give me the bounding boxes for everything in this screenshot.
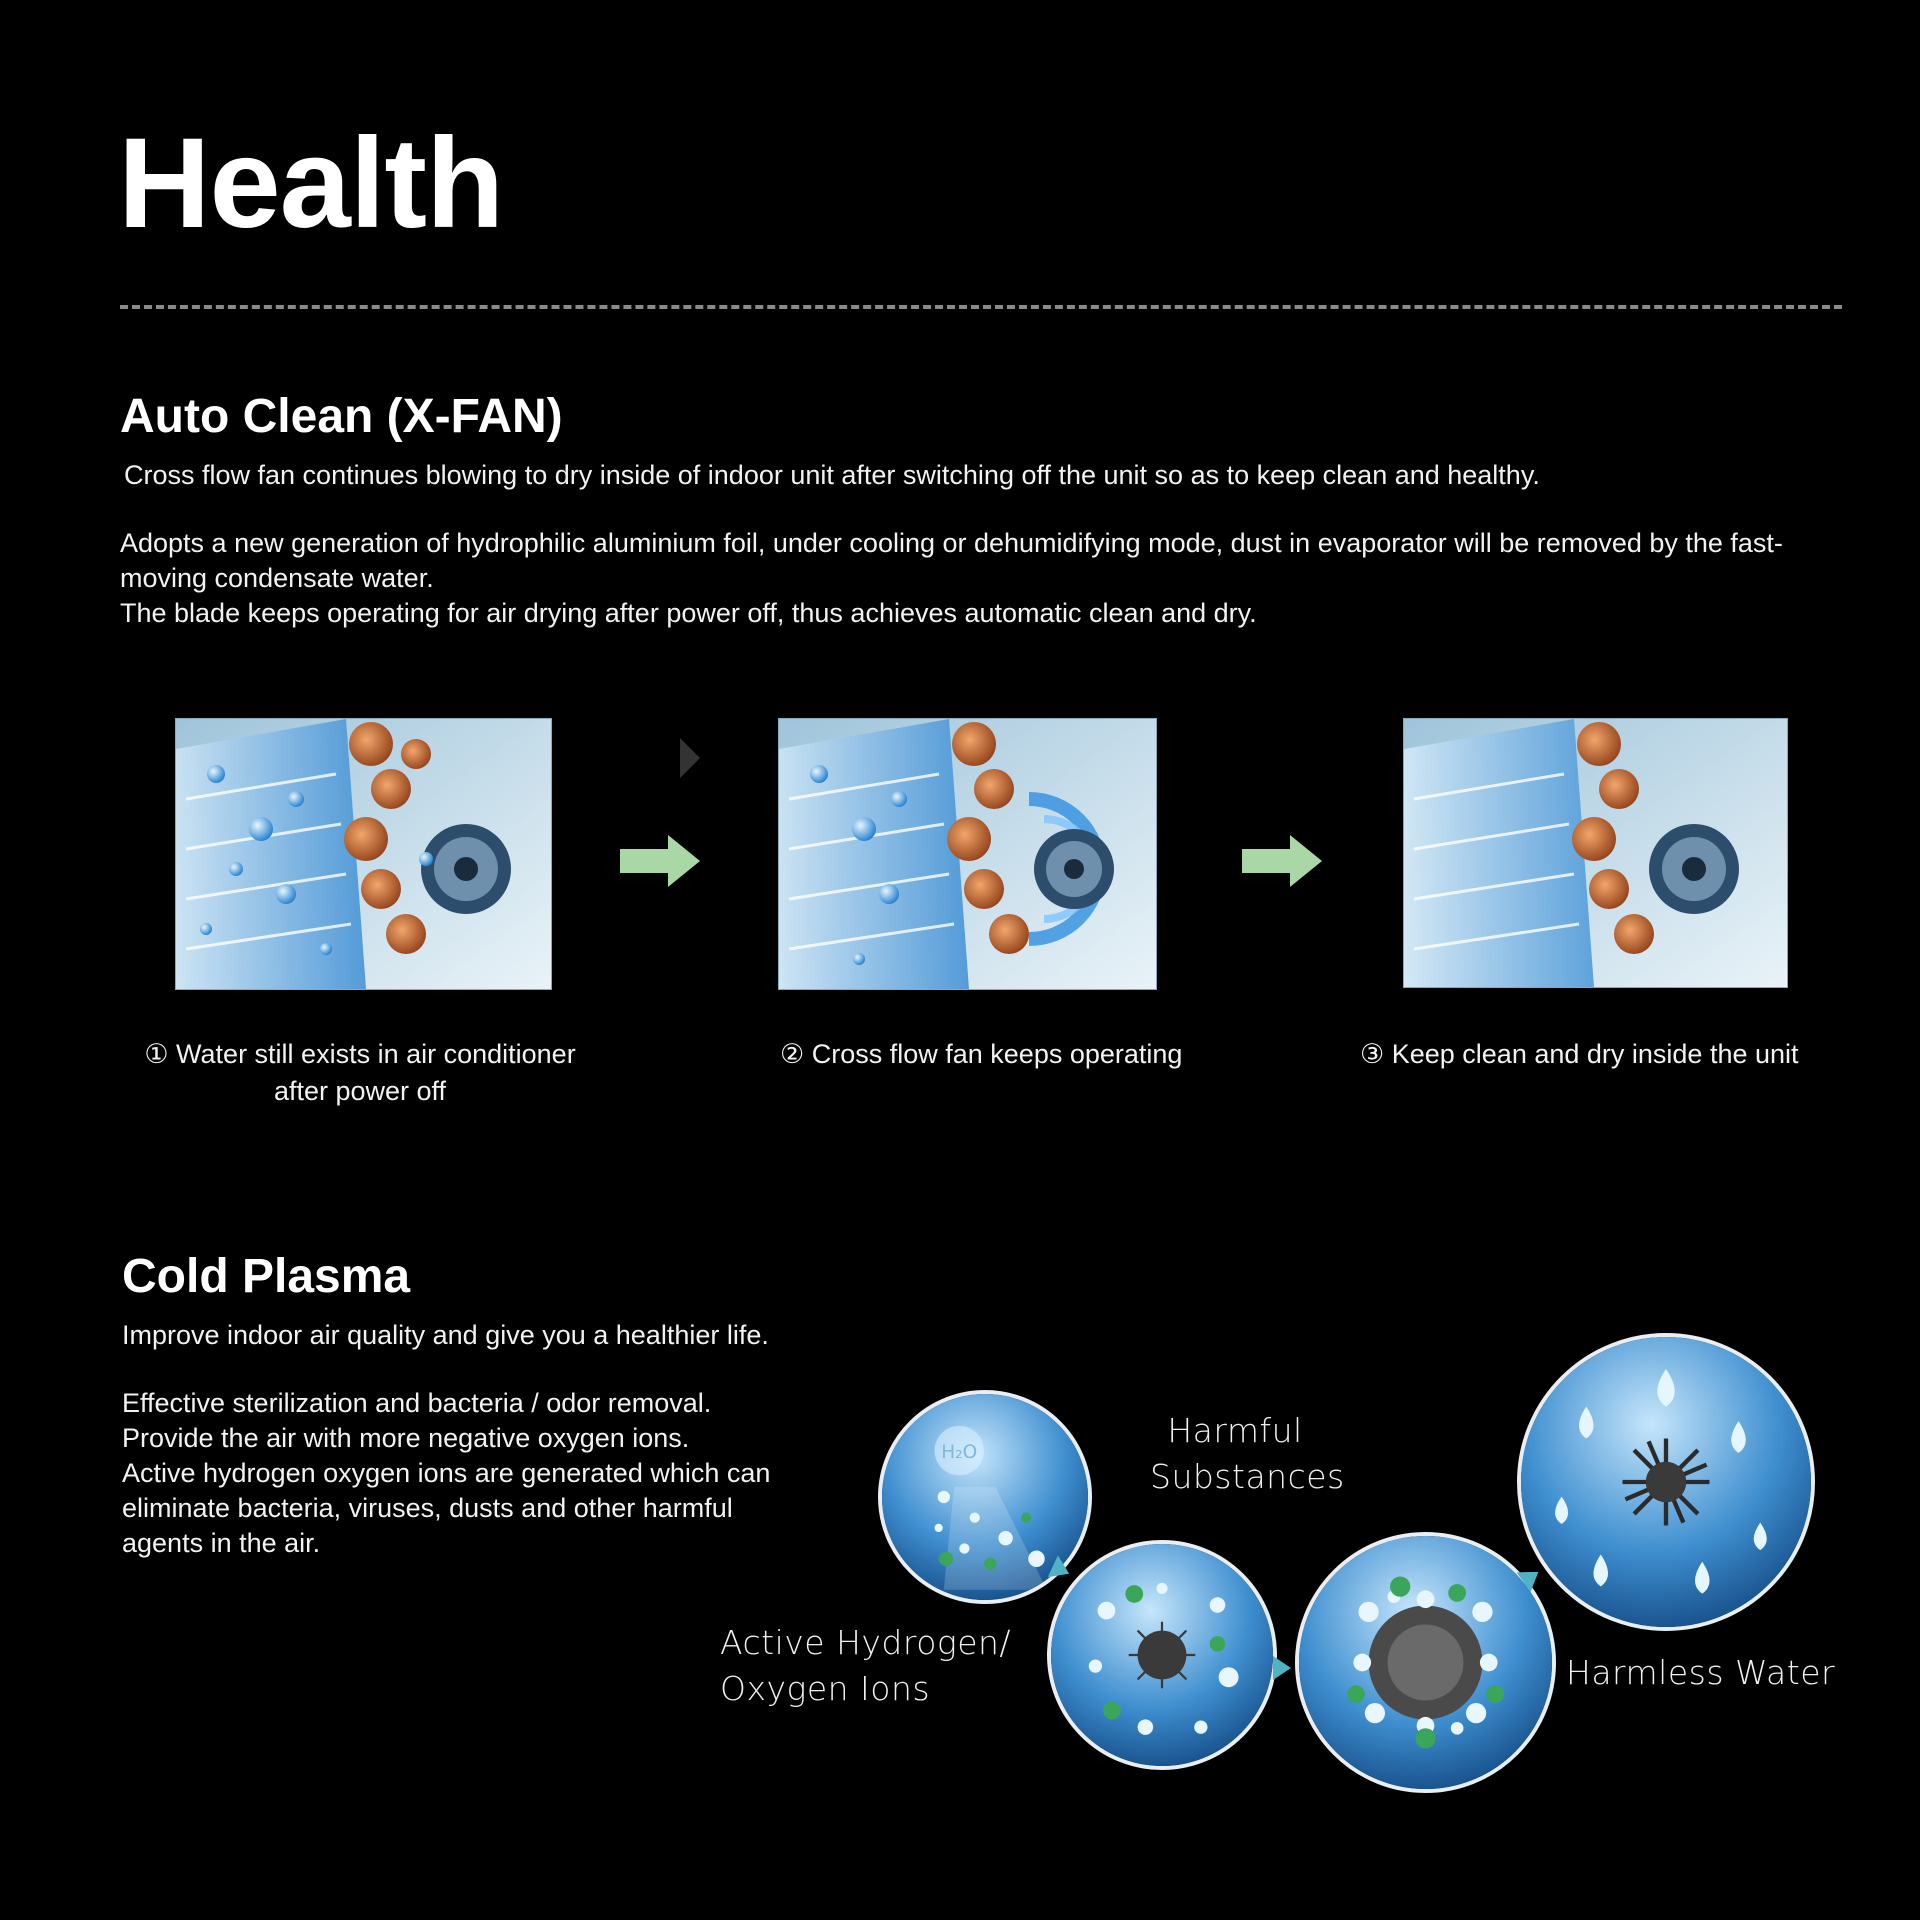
- illustration-clean-dry-unit: [1403, 718, 1788, 988]
- auto-clean-body-line1: Adopts a new generation of hydrophilic aluminium foil, under cooling or dehumidifying mode, dust in evaporator will be removed by the fast-moving condensate water.: [120, 528, 1783, 593]
- flow-arrow-icon: [1273, 1656, 1291, 1680]
- cold-plasma-body-line: agents in the air.: [122, 1528, 321, 1558]
- illustration-water-in-unit: [175, 718, 552, 990]
- section-title-cold-plasma: Cold Plasma: [122, 1250, 411, 1303]
- bubble-ions-approach: [1047, 1540, 1277, 1770]
- auto-clean-body: [120, 526, 1860, 631]
- bubble-harmless-water: [1517, 1333, 1815, 1631]
- cold-plasma-intro: Improve indoor air quality and give you a healthier life.: [122, 1320, 769, 1350]
- h2o-label: H₂O: [941, 1441, 978, 1463]
- cold-plasma-body: [122, 1386, 842, 1561]
- cold-plasma-body-line: Effective sterilization and bacteria / odor removal.: [122, 1388, 712, 1418]
- step-number: ③: [1360, 1039, 1385, 1070]
- label-line: Substances: [1150, 1457, 1345, 1496]
- auto-clean-intro: Cross flow fan continues blowing to dry inside of indoor unit after switching off the unit so as to keep clean and healthy.: [124, 460, 1540, 490]
- label-active-ions: [720, 1620, 1011, 1712]
- step-caption-1: [120, 1036, 600, 1109]
- section-title-auto-clean: Auto Clean (X-FAN): [120, 390, 563, 443]
- play-marker-icon: [680, 738, 700, 778]
- step-caption-2: [780, 1036, 1182, 1073]
- dashed-divider: [120, 305, 1842, 309]
- step-number: ②: [780, 1039, 805, 1070]
- label-line: Oxygen Ions: [720, 1669, 931, 1708]
- step-number: ①: [144, 1039, 169, 1070]
- label-line: Harmful: [1167, 1411, 1303, 1450]
- cold-plasma-body-line: eliminate bacteria, viruses, dusts and other harmful: [122, 1493, 733, 1523]
- label-line: Active Hydrogen/: [720, 1623, 1012, 1662]
- arrow-right-icon: [1242, 835, 1322, 887]
- step-caption-line1: Water still exists in air conditioner: [176, 1039, 576, 1069]
- label-harmful-substances: [1150, 1408, 1345, 1500]
- arrow-right-icon: [620, 835, 700, 887]
- label-harmless-water: Harmless Water: [1566, 1653, 1836, 1692]
- illustration-fan-operating: [778, 718, 1157, 990]
- page-title: Health: [118, 112, 504, 255]
- cold-plasma-body-line: Provide the air with more negative oxygen ions.: [122, 1423, 690, 1453]
- step-caption-3: [1360, 1036, 1799, 1073]
- step-caption-line1: Cross flow fan keeps operating: [811, 1039, 1183, 1069]
- step-caption-line1: Keep clean and dry inside the unit: [1391, 1039, 1799, 1069]
- cold-plasma-body-line: Active hydrogen oxygen ions are generated which can: [122, 1458, 771, 1488]
- auto-clean-body-line2: The blade keeps operating for air drying after power off, thus achieves automatic clean and dry.: [120, 598, 1257, 628]
- step-caption-line2: after power off: [273, 1076, 447, 1106]
